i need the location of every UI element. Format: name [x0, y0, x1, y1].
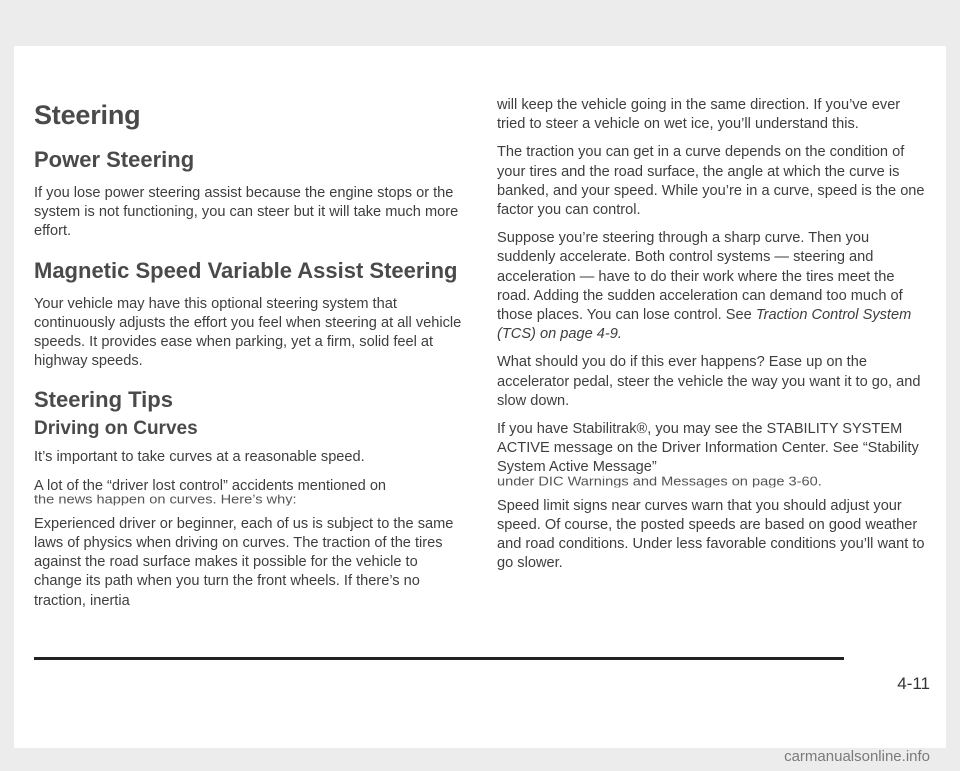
- paragraph-right-3: [497, 229, 927, 344]
- paragraph-right-1: will keep the vehicle going in the same direction. If you’ve ever tried to steer a vehicle on wet ice, you’ll understand this.: [497, 97, 901, 133]
- paragraph-right-5-continuation: under DIC Warnings and Messages on page 3-60.: [497, 476, 822, 488]
- paragraph-curves-2-continuation: the news happen on curves. Here’s why:: [34, 494, 297, 506]
- paragraph-curves-3: Experienced driver or beginner, each of us is subject to the same laws of physics when driving on curves. The traction of the tires against the road surface makes it possible for the vehicle to change its path when you turn the front wheels. If there’s no traction, inertia: [34, 515, 454, 609]
- paragraph-power-steering: If you lose power steering assist because the engine stops or the system is not functioning, you can steer but it will take much more effort.: [34, 185, 459, 240]
- footer-rule: [34, 657, 844, 660]
- paragraph-curves-1: It’s important to take curves at a reasonable speed.: [34, 449, 365, 466]
- heading-magnetic-speed: Magnetic Speed Variable Assist Steering: [34, 257, 458, 283]
- paragraph-curves-2: A lot of the “driver lost control” accidents mentioned on: [34, 477, 387, 494]
- manual-page: [14, 46, 946, 748]
- paragraph-right-6: Speed limit signs near curves warn that you should adjust your speed. Of course, the posted speeds are based on good weather and road conditions. Under less favorable conditions you’ll want to go slower.: [497, 497, 925, 572]
- section-title-steering: Steering: [34, 100, 141, 130]
- heading-power-steering: Power Steering: [34, 147, 195, 172]
- paragraph-right-5: If you have Stabilitrak®, you may see the STABILITY SYSTEM ACTIVE message on the Driver Information Center. See “Stability System Active Message”: [497, 421, 919, 476]
- site-watermark: carmanualsonline.info: [784, 748, 930, 765]
- left-column: [34, 100, 466, 620]
- heading-driving-curves: Driving on Curves: [34, 418, 198, 440]
- paragraph-right-4: What should you do if this ever happens? Ease up on the accelerator pedal, steer the vehicle the way you want it to go, and slow down.: [497, 354, 921, 409]
- paragraph-right-3-text: Suppose you’re steering through a sharp curve. Then you suddenly accelerate. Both control systems — steering and acceleration — have to do their work where the tires meet the road. Adding the sudden acceleration can demand too much of those places. You can lose control. See: [497, 230, 903, 324]
- right-column: [497, 96, 927, 582]
- page-number: 4-11: [897, 674, 930, 693]
- paragraph-magnetic-speed: Your vehicle may have this optional steering system that continuously adjusts the effort you feel when steering at all vehicle speeds. It provides ease when parking, yet a firm, solid feel at highway speeds.: [34, 295, 462, 370]
- tcs-page-reference: Traction Control System (TCS) on page 4-9.: [497, 307, 912, 343]
- heading-steering-tips: Steering Tips: [34, 387, 173, 413]
- paragraph-right-2: The traction you can get in a curve depends on the condition of your tires and the road surface, the angle at which the curve is banked, and your speed. While you’re in a curve, speed is the one factor you can control.: [497, 144, 925, 219]
